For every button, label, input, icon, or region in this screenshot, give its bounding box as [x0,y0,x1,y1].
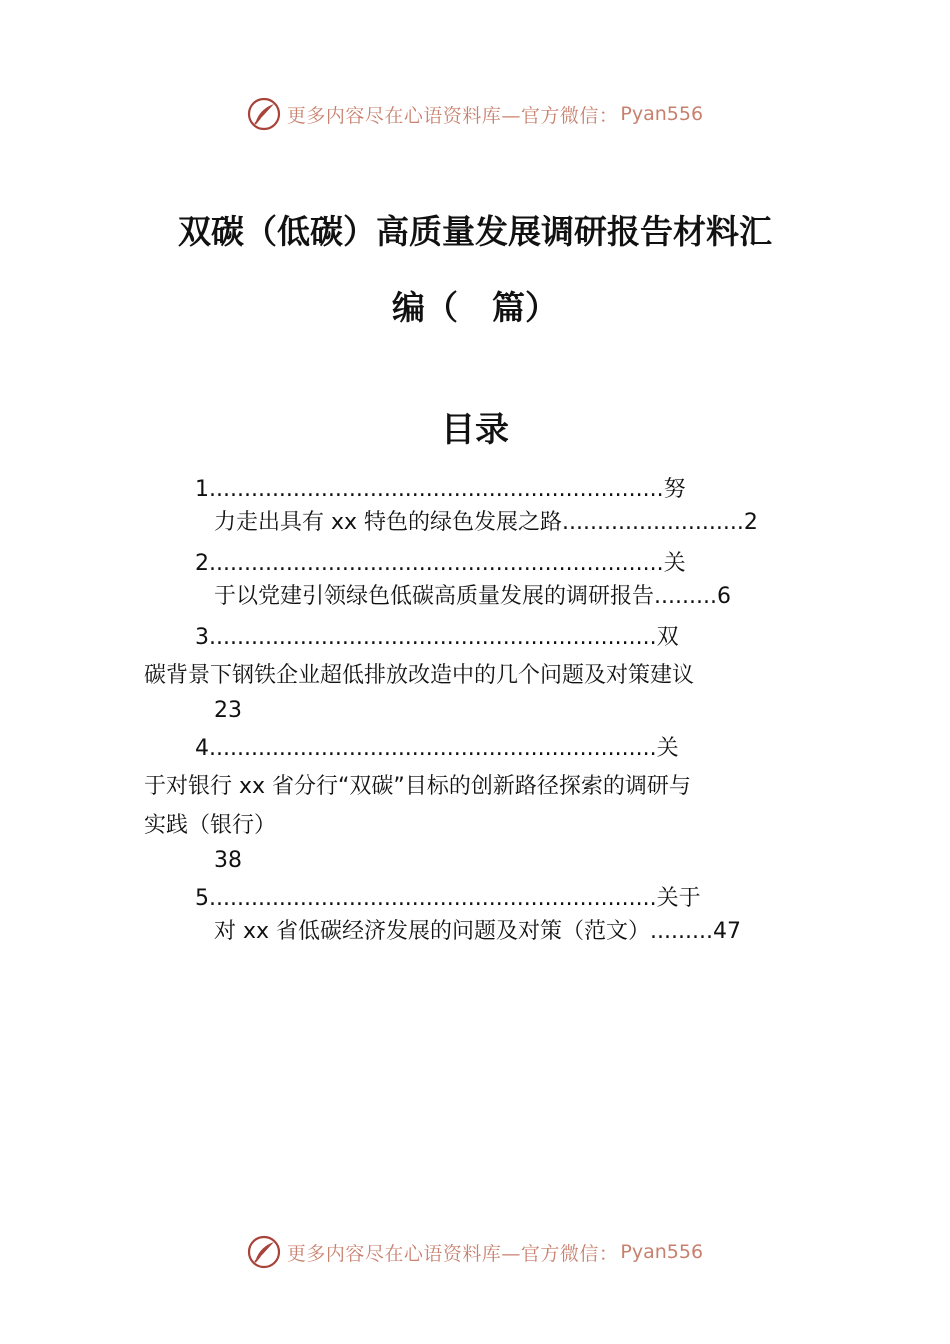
toc-entry-num: 3 [195,625,209,650]
watermark-text: 更多内容尽在心语资料库—官方微信： [286,104,619,127]
toc-entry-num: 4 [195,736,209,761]
title-part-b: 篇） [492,288,558,327]
title-part-a: 编（ [392,288,458,327]
toc-entry-title: 力走出具有 xx 特色的绿色发展之路 [214,510,563,535]
toc-entry-5-line2[interactable] [214,917,741,947]
toc-dot-leader: ................................................................ [209,625,657,650]
toc-entry-page: 38 [214,848,242,873]
toc-entry-num: 1 [195,477,209,502]
toc-dot-leader: .......................... [562,510,744,535]
toc-entry-title: 于对银行 xx 省分行“双碳”目标的创新路径探索的调研与 [144,774,691,799]
toc-dot-leader: ......... [650,919,713,944]
toc-entry-lead: 关 [656,736,679,761]
quill-logo-icon [247,1235,281,1269]
watermark-wechat-id: Pyan556 [620,103,704,125]
toc-heading: 目录 [441,410,509,450]
toc-entry-title: 于以党建引领绿色低碳高质量发展的调研报告 [214,584,655,609]
toc-entry-page: 47 [712,919,741,944]
toc-entry-page: 6 [716,584,731,609]
toc-dot-leader: ................................................................ [209,736,657,761]
toc-entry-title: 碳背景下钢铁企业超低排放改造中的几个问题及对策建议 [144,663,695,688]
toc-entry-4-line3[interactable] [144,811,276,841]
toc-entry-title-cont: 实践（银行） [144,813,277,838]
document-title-line1: 双碳（低碳）高质量发展调研报告材料汇 [178,212,772,251]
toc-entry-2-line1[interactable] [195,549,686,579]
watermark-footer [0,1232,950,1272]
toc-entry-4-line1[interactable] [195,734,679,764]
toc-entry-lead: 关 [663,551,686,576]
toc-entry-1-line1[interactable] [195,475,686,505]
toc-entry-3-line1[interactable] [195,623,679,653]
toc-entry-lead: 双 [656,625,679,650]
toc-entry-title: 对 xx 省低碳经济发展的问题及对策（范文） [214,919,651,944]
watermark-text: 更多内容尽在心语资料库—官方微信： [286,1242,619,1265]
toc-dot-leader: ................................................................. [209,477,664,502]
toc-entry-4-line2[interactable] [144,772,691,802]
toc-entry-4-page-line[interactable] [214,846,242,876]
watermark-wechat-id: Pyan556 [620,1241,704,1263]
toc-entry-3-page-line[interactable] [214,696,242,726]
toc-entry-lead: 努 [663,477,686,502]
toc-entry-5-line1[interactable] [195,884,701,914]
toc-entry-2-line2[interactable] [214,582,731,612]
toc-entry-lead: 关于 [656,886,701,911]
toc-dot-leader: ......... [654,584,717,609]
toc-dot-leader: ................................................................ [209,886,657,911]
toc-entry-num: 5 [195,886,209,911]
toc-entry-3-line2[interactable] [144,661,694,691]
toc-entry-1-line2[interactable] [214,508,758,538]
toc-entry-page: 2 [743,510,758,535]
toc-dot-leader: ................................................................. [209,551,664,576]
toc-entry-page: 23 [214,698,242,723]
toc-entry-num: 2 [195,551,209,576]
